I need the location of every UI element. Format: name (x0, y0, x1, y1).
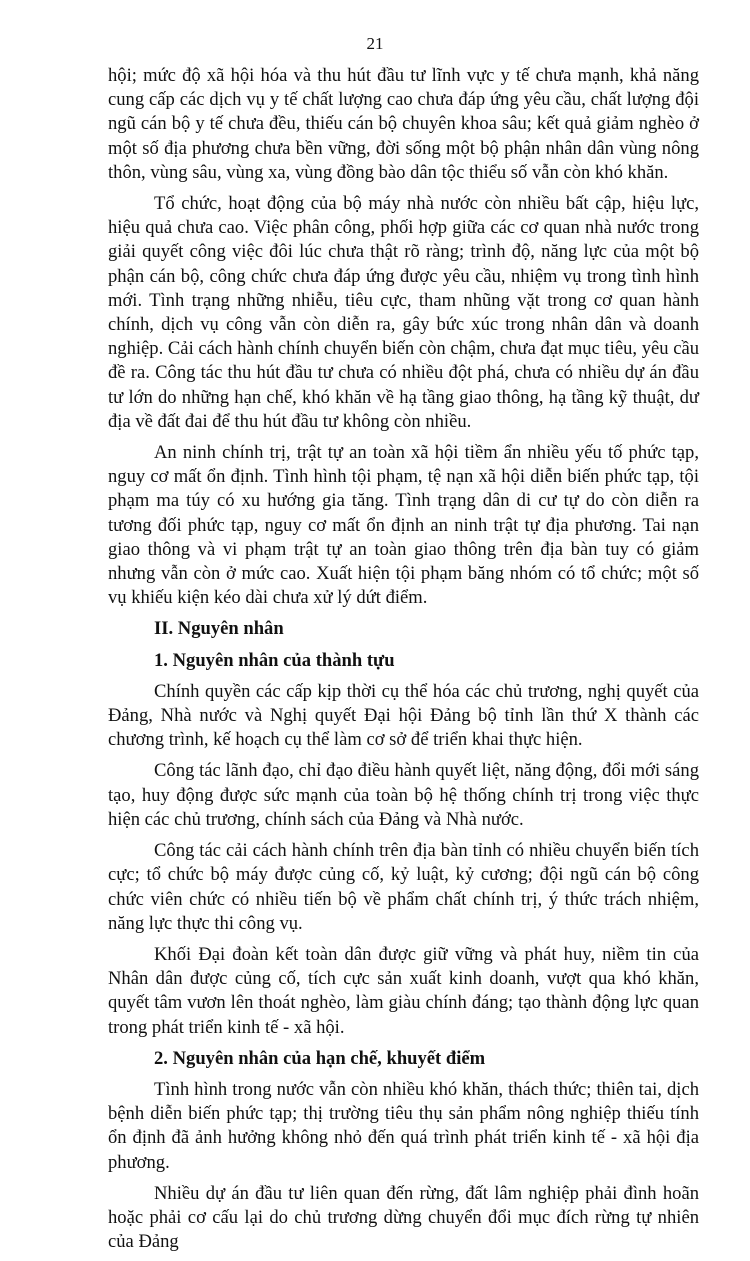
section-heading: II. Nguyên nhân (154, 618, 284, 640)
body-paragraph: Công tác cải cách hành chính trên địa bàn tỉnh có nhiều chuyển biến tích cực; tổ chức bộ máy được củng cố, kỷ luật, kỷ cương; đội ngũ cán bộ công chức viên chức có nhiều tiến bộ về phẩm chất chính trị, ý thức trách nhiệm, năng lực thực thi công vụ. (108, 840, 699, 934)
body-paragraph: Tổ chức, hoạt động của bộ máy nhà nước còn nhiều bất cập, hiệu lực, hiệu quả chưa cao. Việc phân công, phối hợp giữa các cơ quan nhà nước trong giải quyết công việc đôi lúc chưa thật rõ ràng; trình độ, năng lực của một bộ phận cán bộ, công chức chưa đáp ứng được yêu cầu, nhiệm vụ trong tình hình mới. Tình trạng những nhiễu, tiêu cực, tham nhũng vặt trong cơ quan hành chính, dịch vụ công vẫn còn diễn ra, gây bức xúc trong nhân dân và doanh nghiệp. Cải cách hành chính chuyển biến còn chậm, chưa đạt mục tiêu, yêu cầu đề ra. Công tác thu hút đầu tư chưa có nhiều đột phá, chưa có nhiều dự án đầu tư lớn do những hạn chế, khó khăn về hạ tầng giao thông, hạ tầng kỹ thuật, dư địa về đất đai để thu hút đầu tư không còn nhiều. (108, 193, 699, 432)
document-body (108, 64, 699, 1261)
section-heading: 1. Nguyên nhân của thành tựu (154, 649, 395, 671)
body-paragraph: hội; mức độ xã hội hóa và thu hút đầu tư lĩnh vực y tế chưa mạnh, khả năng cung cấp các dịch vụ y tế chất lượng cao chưa đáp ứng yêu cầu, chất lượng đội ngũ cán bộ y tế chưa đều, thiếu cán bộ chuyên khoa sâu; kết quả giảm nghèo ở một số địa phương chưa bền vững, đời sống một bộ phận nhân dân vùng nông thôn, vùng sâu, vùng xa, vùng đồng bào dân tộc thiểu số vẫn còn khó khăn. (108, 65, 699, 183)
body-paragraph: Tình hình trong nước vẫn còn nhiều khó khăn, thách thức; thiên tai, dịch bệnh diễn biến phức tạp; thị trường tiêu thụ sản phẩm nông nghiệp thiếu tính ổn định đã ảnh hưởng không nhỏ đến quá trình phát triển kinh tế - xã hội địa phương. (108, 1078, 699, 1173)
body-paragraph: Chính quyền các cấp kịp thời cụ thể hóa các chủ trương, nghị quyết của Đảng, Nhà nước và Nghị quyết Đại hội Đảng bộ tỉnh lần thứ X thành các chương trình, kế hoạch cụ thể làm cơ sở để triển khai thực hiện. (108, 680, 699, 751)
body-paragraph: Công tác lãnh đạo, chỉ đạo điều hành quyết liệt, năng động, đổi mới sáng tạo, huy động được sức mạnh của toàn bộ hệ thống chính trị trong việc thực hiện các chủ trương, chính sách của Đảng và Nhà nước. (108, 760, 699, 830)
body-paragraph: Nhiều dự án đầu tư liên quan đến rừng, đất lâm nghiệp phải đình hoãn hoặc phải cơ cấu lại do chủ trương dừng chuyển đổi mục đích rừng tự nhiên của Đảng (108, 1182, 699, 1253)
body-paragraph: Khối Đại đoàn kết toàn dân được giữ vững và phát huy, niềm tin của Nhân dân được củng cố, tích cực sản xuất kinh doanh, vượt qua khó khăn, quyết tâm vươn lên thoát nghèo, làm giàu chính đáng; tạo thành động lực quan trong phát triển kinh tế - xã hội. (108, 943, 699, 1038)
body-paragraph: An ninh chính trị, trật tự an toàn xã hội tiềm ẩn nhiều yếu tố phức tạp, nguy cơ mất ổn định. Tình hình tội phạm, tệ nạn xã hội diễn biến phức tạp, tội phạm ma túy có xu hướng gia tăng. Tình trạng dân di cư tự do còn diễn ra tương đối phức tạp, nguy cơ mất ổn định an ninh trật tự địa phương. Tai nạn giao thông và vi phạm trật tự an toàn giao thông trên địa bàn tuy có giảm nhưng vẫn còn ở mức cao. Xuất hiện tội phạm băng nhóm có tổ chức; một số vụ khiếu kiện kéo dài chưa xử lý dứt điểm. (108, 442, 699, 609)
section-heading: 2. Nguyên nhân của hạn chế, khuyết điểm (154, 1047, 486, 1069)
page-number: 21 (366, 34, 384, 53)
